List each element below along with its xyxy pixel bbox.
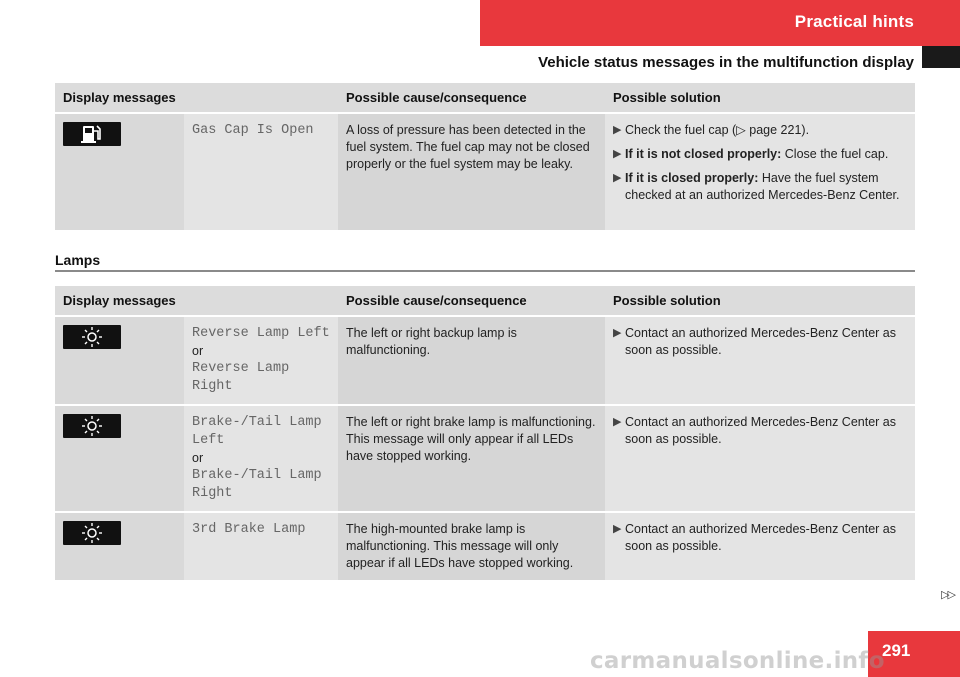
display-message: Brake-/Tail Lamp Right [192,468,322,501]
icon-cell [55,113,184,231]
message-cell [184,316,338,405]
watermark: carmanualsonline.info [590,648,885,674]
col-display-messages: Display messages [55,83,338,113]
solution-item [613,325,907,359]
page-subtitle: Vehicle status messages in the multifunction display [538,54,914,71]
section-divider [55,270,915,272]
solution-item [613,146,907,163]
fuel-messages-table [55,83,915,232]
display-message: Brake-/Tail Lamp Left [192,415,322,448]
chapter-tab [922,46,960,68]
message-cell [184,113,338,231]
solution-item [613,122,907,139]
solution-text: Contact an authorized Mercedes-Benz Center as soon as possible. [625,522,896,553]
table-row [55,405,915,512]
col-possible-cause: Possible cause/consequence [338,83,605,113]
cause-cell: A loss of pressure has been detected in the fuel system. The fuel cap may not be closed properly or the fuel system may be leaky. [338,113,605,231]
icon-cell [55,316,184,405]
lamp-icon [63,414,121,438]
arrow-right-icon: ▶ [613,124,622,136]
solution-item [613,521,907,555]
message-cell [184,512,338,581]
or-label: or [192,344,204,358]
solution-text: Check the fuel cap (▷ page 221). [625,123,810,137]
lamp-icon [63,325,121,349]
arrow-right-icon: ▶ [613,416,622,428]
arrow-right-icon: ▶ [613,327,622,339]
col-possible-solution: Possible solution [605,83,915,113]
col-possible-cause: Possible cause/consequence [338,286,605,316]
arrow-right-icon: ▶ [613,523,622,535]
lamps-heading: Lamps [55,252,101,268]
solution-cell [605,113,915,231]
continue-arrows-icon: ▷▷ [941,589,954,601]
cause-cell: The high-mounted brake lamp is malfunctioning. This message will only appear if all LEDs have stopped working. [338,512,605,581]
table-header-row [55,286,915,316]
cause-cell: The left or right brake lamp is malfunctioning. This message will only appear if all LEDs have stopped working. [338,405,605,512]
solution-text: Close the fuel cap. [781,147,889,161]
display-message: Reverse Lamp Left [192,326,330,341]
solution-condition: If it is closed properly: [625,171,759,185]
lamp-messages-table [55,286,915,582]
or-label: or [192,451,204,465]
solution-item [613,414,907,448]
table-row [55,316,915,405]
solution-item [613,170,907,204]
message-cell [184,405,338,512]
col-display-messages: Display messages [55,286,338,316]
page-number: 291 [882,641,911,660]
lamp-icon [63,521,121,545]
display-message: Reverse Lamp Right [192,361,290,394]
solution-cell [605,316,915,405]
fuel-pump-icon [63,122,121,146]
icon-cell [55,405,184,512]
table-header-row [55,83,915,113]
section-header [480,0,960,46]
display-message: 3rd Brake Lamp [192,522,306,537]
display-message: Gas Cap Is Open [192,123,314,138]
solution-text: Contact an authorized Mercedes-Benz Center as soon as possible. [625,326,896,357]
solution-cell [605,405,915,512]
section-title: Practical hints [794,12,914,31]
solution-condition: If it is not closed properly: [625,147,782,161]
arrow-right-icon: ▶ [613,172,622,184]
table-row [55,113,915,231]
table-row [55,512,915,581]
arrow-right-icon: ▶ [613,148,622,160]
solution-text: Contact an authorized Mercedes-Benz Center as soon as possible. [625,415,896,446]
solution-cell [605,512,915,581]
icon-cell [55,512,184,581]
cause-cell: The left or right backup lamp is malfunctioning. [338,316,605,405]
solution-text: Have the fuel system checked at an authorized Mercedes-Benz Center. [625,171,900,202]
col-possible-solution: Possible solution [605,286,915,316]
